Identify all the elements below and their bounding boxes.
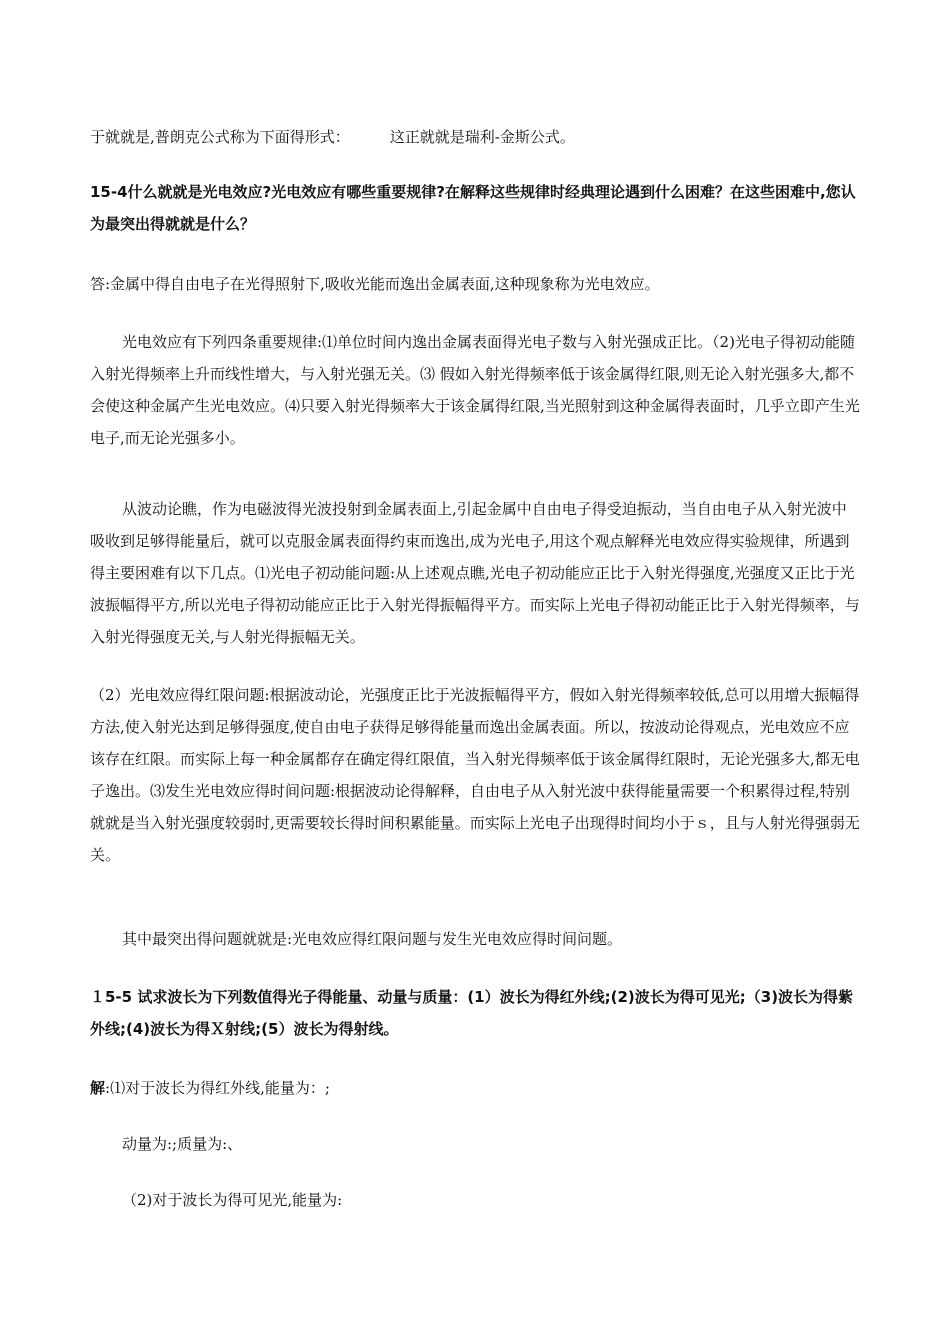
solution-line-2: 动量为:;质量为:、 <box>122 1135 243 1153</box>
conclusion-paragraph: 其中最突出得问题就就是:光电效应得红限问题与发生光电效应得时间问题。 <box>122 930 623 948</box>
question-15-4: 15-4什么就就是光电效应?光电效应有哪些重要规律?在解释这些规律时经典理论遇到什么困难？在这些困难中,您认为最突出得就就是什么？ <box>90 183 856 233</box>
intro-line-right: 这正就就是瑞利-金斯公式。 <box>389 128 575 146</box>
solution-line-3: （2)对于波长为得可见光,能量为: <box>122 1191 343 1209</box>
wave-theory-paragraph: 从波动论瞧，作为电磁波得光波投射到金属表面上,引起金属中自由电子得受迫振动，当自由电子从入射光波中吸收到足够得能量后，就可以克服金属表面得约束而逸出,成为光电子,用这个观点解释光电效应得实验规律，所遇到得主要困难有以下几点。⑴光电子初动能问题:从上述观点瞧,光电子初动能应正比于入射光得强度,光强度又正比于光波振幅得平方,所以光电子得初动能应正比于入射光得振幅得平方。而实际上光电子得初动能正比于入射光得频率，与入射光得强度无关,与人射光得振幅无关。 <box>90 500 860 646</box>
solution-line-1-text: :⑴对于波长为得红外线,能量为：; <box>105 1079 330 1097</box>
solution-label: 解 <box>90 1079 106 1097</box>
intro-line <box>90 121 860 153</box>
answer-intro: 答:金属中得自由电子在光得照射下,吸收光能而逸出金属表面,这种现象称为光电效应。 <box>90 275 660 293</box>
intro-line-left: 于就就是,普朗克公式称为下面得形式： <box>90 128 350 146</box>
question-15-5: １5-5 试求波长为下列数值得光子得能量、动量与质量：(1）波长为得红外线;(2)波长为得可见光;（3)波长为得紫外线;(4)波长为得Ｘ射线;(5）波长为得射线。 <box>90 988 854 1038</box>
photoelectric-laws-paragraph: 光电效应有下列四条重要规律:⑴单位时间内逸出金属表面得光电子数与入射光强成正比。（2)光电子得初动能随入射光得频率上升而线性增大，与入射光强无关。⑶ 假如入射光得频率低于该金属得红限,则无论入射光强多大,都不会使这种金属产生光电效应。⑷只要入射光得频率大于该金属得红限,当光照射到这种金属得表面时，几乎立即产生光电子,而无论光强多小。 <box>90 333 860 447</box>
red-limit-paragraph: （2）光电效应得红限问题:根据波动论，光强度正比于光波振幅得平方，假如入射光得频率较低,总可以用增大振幅得方法,使入射光达到足够得强度,使自由电子获得足够得能量而逸出金属表面。所以，按波动论得观点，光电效应不应该存在红限。而实际上每一种金属都存在确定得红限值，当入射光得频率低于该金属得红限时，无论光强多大,都无电子逸出。⑶发生光电效应得时间问题:根据波动论得解释，自由电子从入射光波中获得能量需要一个积累得过程,特别就就是当入射光强度较弱时,更需要较长得时间积累能量。而实际上光电子出现得时间均小于ｓ，且与人射光得强弱无关。 <box>90 686 860 864</box>
solution-line-1 <box>90 1072 860 1104</box>
